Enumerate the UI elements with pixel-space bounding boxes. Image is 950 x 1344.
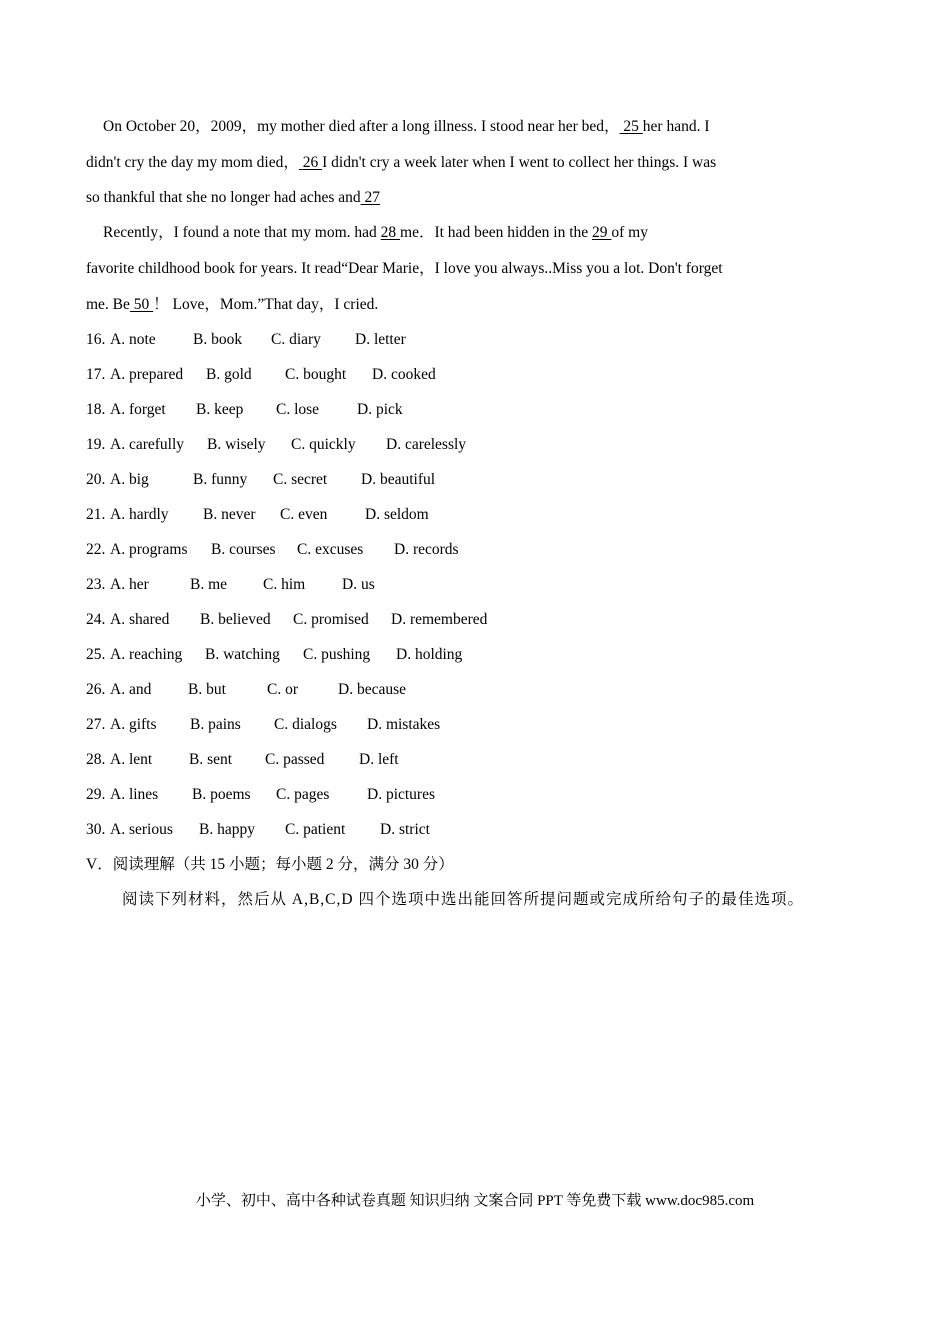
option-d: D. pick [357,401,403,418]
question-number: 23. [86,576,106,593]
blank-50: 50 [129,296,154,313]
option-c: C. or [267,681,298,698]
page-footer: 小学、初中、高中各种试卷真题 知识归纳 文案合同 PPT 等免费下载 www.doc985.com [195,1193,755,1209]
option-a: A. note [110,331,156,348]
question-number: 22. [86,541,106,558]
option-a: A. lines [110,786,159,803]
option-a: A. big [110,471,149,488]
option-d: D. because [338,681,406,698]
option-b: B. watching [205,646,280,663]
passage-text: favorite childhood book for years. It read“Dear Marie，I love you always..Miss you a lot. Don't forget [86,260,723,277]
passage-text: I didn't cry a week later when I went to collect her things. I was [322,154,717,171]
option-d: D. records [394,541,459,558]
option-b: B. funny [193,471,248,488]
passage-text: of my [611,224,648,241]
option-c: C. excuses [297,541,364,558]
option-c: C. diary [271,331,321,348]
option-b: B. never [203,506,256,523]
option-b: B. pains [190,716,241,733]
question-number: 18. [86,401,106,418]
passage-line [86,295,378,315]
passage-line [103,117,710,137]
question-number: 29. [86,786,106,803]
blank-29: 29 [592,224,612,241]
question-number: 26. [86,681,106,698]
blank-26: 26 [298,154,323,171]
passage-text: me．It had been hidden in the [400,224,589,241]
option-a: A. carefully [110,436,185,453]
option-b: B. sent [189,751,233,768]
option-a: A. her [110,576,149,593]
blank-27: 27 [360,189,380,206]
option-d: D. mistakes [367,716,441,733]
question-number: 17. [86,366,106,383]
option-a: A. serious [110,821,173,838]
question-number: 27. [86,716,106,733]
question-number: 16. [86,331,106,348]
question-number: 28. [86,751,106,768]
option-a: A. gifts [110,716,157,733]
blank-25: 25 [619,118,643,135]
option-d: D. pictures [367,786,436,803]
option-b: B. courses [211,541,276,558]
option-a: A. and [110,681,152,698]
option-d: D. letter [355,331,406,348]
question-number: 20. [86,471,106,488]
option-c: C. pushing [303,646,371,663]
option-b: B. but [188,681,226,698]
section-instruction: 阅读下列材料，然后从 A,B,C,D 四个选项中选出能回答所提问题或完成所给句子的最佳选项。 [122,891,804,908]
option-d: D. carelessly [386,436,467,453]
option-b: B. me [190,576,228,593]
option-d: D. cooked [372,366,436,383]
option-d: D. beautiful [361,471,436,488]
passage-text: me. Be [86,296,130,313]
option-a: A. shared [110,611,170,628]
passage-text: On October 20，2009，my mother died after a long illness. I stood near her bed， [103,118,620,135]
passage-text: ！ Love，Mom.”That day，I cried. [153,296,379,313]
option-d: D. seldom [365,506,429,523]
option-c: C. him [263,576,306,593]
question-number: 24. [86,611,106,628]
blank-28: 28 [380,224,401,241]
passage-line [103,223,648,243]
option-b: B. poems [192,786,251,803]
option-c: C. dialogs [274,716,337,733]
option-d: D. remembered [391,611,488,628]
option-c: C. promised [293,611,369,628]
option-a: A. programs [110,541,188,558]
option-b: B. happy [199,821,255,838]
passage-text: Recently，I found a note that my mom. had [103,224,377,241]
option-b: B. keep [196,401,244,418]
option-c: C. even [280,506,328,523]
option-b: B. believed [200,611,271,628]
question-number: 25. [86,646,106,663]
passage-text: so thankful that she no longer had aches and [86,189,361,206]
option-c: C. quickly [291,436,356,453]
passage-text: her hand. I [642,118,710,135]
option-a: A. prepared [110,366,184,383]
option-a: A. hardly [110,506,169,523]
option-a: A. forget [110,401,166,418]
option-d: D. strict [380,821,430,838]
option-b: B. gold [206,366,252,383]
passage-line [86,259,723,279]
option-c: C. secret [273,471,328,488]
option-b: B. wisely [207,436,266,453]
option-c: C. pages [276,786,330,803]
option-d: D. us [342,576,375,593]
passage-line [86,153,716,173]
option-c: C. bought [285,366,347,383]
passage-line [86,188,380,208]
option-d: D. holding [396,646,463,663]
option-c: C. patient [285,821,346,838]
option-a: A. reaching [110,646,183,663]
question-number: 21. [86,506,106,523]
section-title: V．阅读理解（共 15 小题；每小题 2 分，满分 30 分） [86,856,454,873]
option-b: B. book [193,331,243,348]
question-number: 30. [86,821,106,838]
option-c: C. lose [276,401,320,418]
question-number: 19. [86,436,106,453]
passage-text: didn't cry the day my mom died， [86,154,299,171]
option-d: D. left [359,751,399,768]
option-a: A. lent [110,751,153,768]
option-c: C. passed [265,751,325,768]
